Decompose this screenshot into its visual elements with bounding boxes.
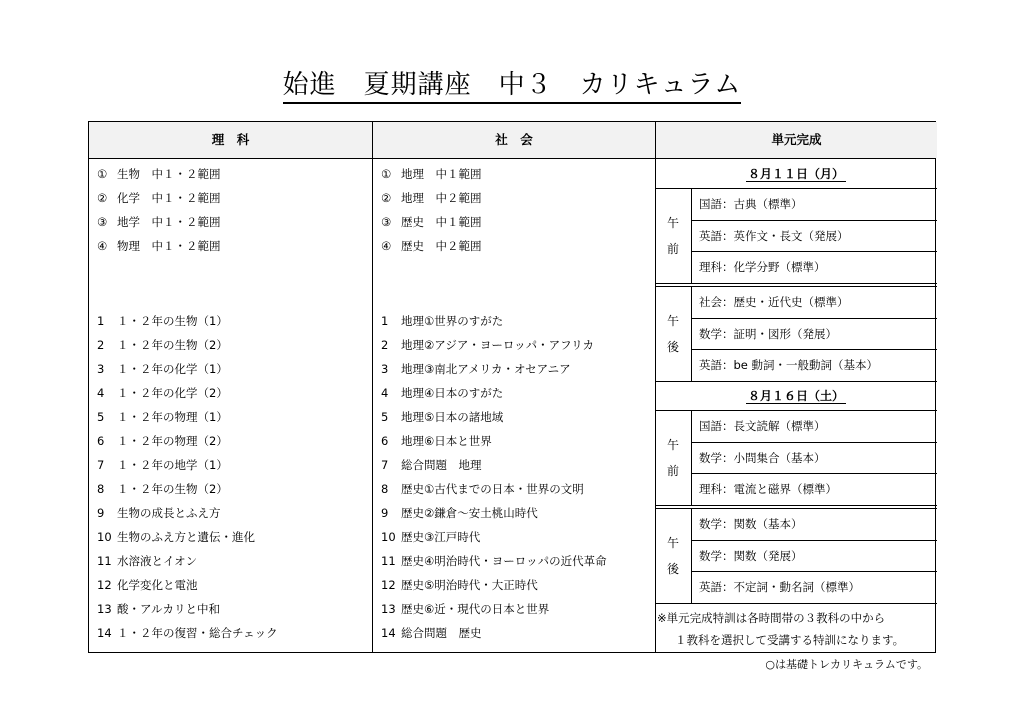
note-line: １教科を選択して受講する特訓になります。 — [675, 633, 905, 647]
session-item: 英語：be 動詞・一般動詞（基本） — [691, 349, 937, 380]
page-title — [0, 64, 1024, 101]
curriculum-table: 理 科 社 会 単元完成 ① 生物 中１・２範囲 ② 化学 中１・２範囲 ③ 地学 中１・２範囲 ④ 物理 中１・２範囲 ① 地理 中１範囲 ② 地理 中２範囲 ③ 歴史 中１範囲 ④ 歴史 中２範囲 1 １・２年の生物（1） 2 １・２年の生物（2） 3 １・２年の化学（1） 4 １・２年の化学（2） 5 １・２年の物理（1） 6 １・２年の物理（2） 7 １・２年の地学（1） 8 １・２年の生物（2） 9 生物の成長とふえ方 10 生物のふえ方と遺伝・進化 11 水溶液とイオン 12 化学変化と電池 13 酸・アルカリと中和 14 １・２年の復習・総合チェック 1 地理①世界のすがた 2 地理②アジア・ヨーロッパ・アフリカ 3 地理③南北アメリカ・オセアニア 4 地理④日本のすがた 5 地理⑤日本の諸地域 6 地理⑥日本と世界 7 総合問題 地理 8 歴史①古代までの日本・世界の文明 9 歴史②鎌倉～安土桃山時代 10 歴史③江戸時代 11 歴史④明治時代・ヨーロッパの近代革命 12 歴史⑤明治時代・大正時代 13 歴史⑥近・現代の日本と世界 14 総合問題 歴史 ８月１１日（月） 午 前 国語：古典（標準） 英語：英作文・長文（発展） 理科：化学分野（標準） 午 後 社会：歴史・近代史（標準） 数学：証明・図形（発展） 英語：be 動詞・一般動詞（基本） ８月１６日（土） 午 前 国語：長文読解（標準） 数学：小問集合（基本） 理科：電流と磁界（標準） 午 後 数学：関数（基本） 数学：関数（発展） 英語：不定詞・動名詞（標準） ※単元完成特訓は各時間帯の３教科の中から １教科を選択して受講する特訓になります。 — [88, 121, 936, 653]
session-item: 理科：電流と磁界（標準） — [691, 473, 937, 504]
session-block — [655, 410, 937, 506]
note-line: ※単元完成特訓は各時間帯の３教科の中から — [657, 611, 886, 625]
session-date — [655, 162, 937, 186]
header-unit: 単元完成 — [656, 122, 937, 158]
footer-note: ○は基礎トレカリキュラムです。 — [765, 658, 928, 671]
header-science: 理 科 — [89, 122, 372, 158]
session-item: 数学：証明・図形（発展） — [691, 318, 937, 349]
session-item: 社会：歴史・近代史（標準） — [699, 295, 849, 309]
session-item: 国語：古典（標準） — [699, 197, 803, 211]
session-date-text: ８月１６日（土） — [747, 389, 844, 403]
session-item: 数学：関数（基本） — [699, 517, 803, 531]
session-period-label: 午 前 — [655, 189, 692, 283]
session-item: 数学：小問集合（基本） — [691, 442, 937, 473]
session-item: 英語：英作文・長文（発展） — [691, 220, 937, 251]
session-item: 英語：不定詞・動名詞（標準） — [691, 571, 937, 602]
column-divider — [372, 122, 373, 652]
session-period-label: 午 前 — [655, 411, 692, 505]
session-item: 理科：化学分野（標準） — [691, 251, 937, 282]
session-date — [655, 384, 937, 408]
session-date-text: ８月１１日（月） — [747, 167, 844, 181]
session-block — [655, 188, 937, 284]
session-item: 数学：関数（発展） — [691, 540, 937, 571]
header-divider — [89, 158, 935, 159]
session-block — [655, 508, 937, 604]
session-block — [655, 286, 937, 382]
page-title-text: 始進 夏期講座 中３ カリキュラム — [283, 70, 742, 104]
session-period-label: 午 後 — [655, 509, 692, 603]
session-item: 国語：長文読解（標準） — [699, 419, 826, 433]
session-period-label: 午 後 — [655, 287, 692, 381]
header-social: 社 会 — [373, 122, 655, 158]
